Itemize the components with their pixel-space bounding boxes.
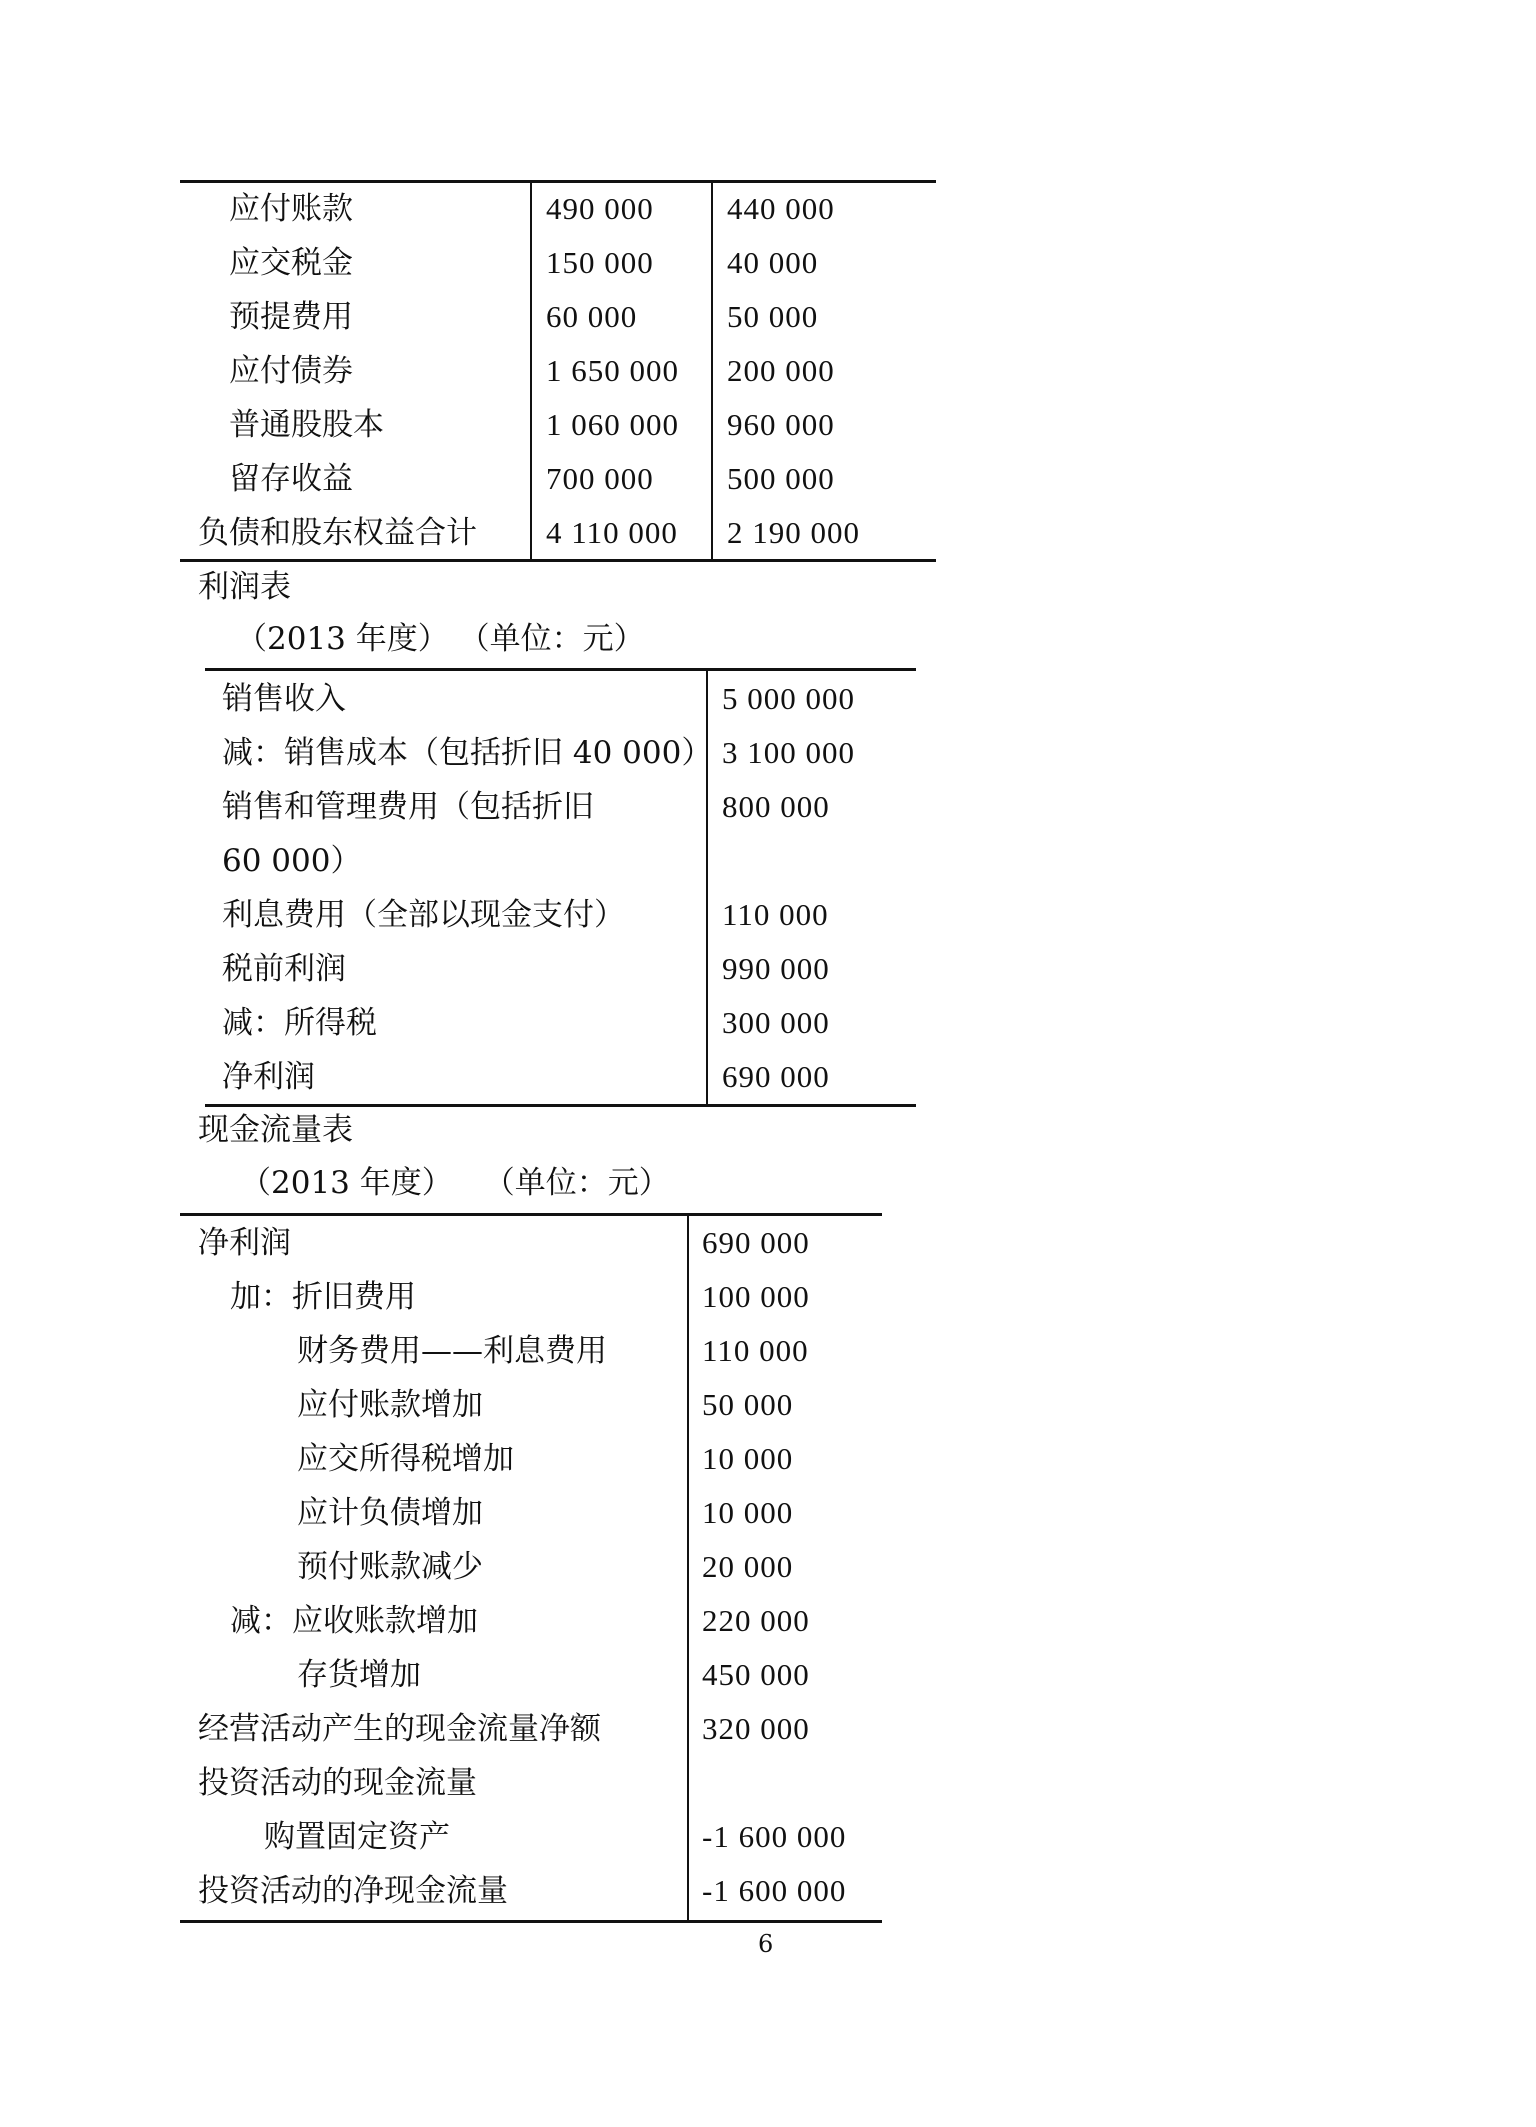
row-value-col1: 60 000 <box>546 299 638 334</box>
row-label: 投资活动的现金流量 <box>198 1765 477 1801</box>
cash-flow-subtitle: （2013 年度） （单位：元） <box>240 1165 670 1201</box>
row-label: 留存收益 <box>229 461 353 497</box>
row-value-col2: 500 000 <box>727 461 835 496</box>
row-label: 财务费用——利息费用 <box>297 1333 607 1369</box>
cash-flow-title: 现金流量表 <box>198 1112 353 1148</box>
row-value: 3 100 000 <box>722 735 855 770</box>
row-value: 690 000 <box>702 1225 810 1260</box>
row-value-col2: 50 000 <box>727 299 819 334</box>
row-label: 利息费用（全部以现金支付） <box>222 897 625 933</box>
row-value: 110 000 <box>702 1333 809 1368</box>
row-value: 5 000 000 <box>722 681 855 716</box>
page-number: 6 <box>758 1930 774 1958</box>
row-value-col2-total: 2 190 000 <box>727 515 860 550</box>
row-value: 20 000 <box>702 1549 794 1584</box>
row-value: 450 000 <box>702 1657 810 1692</box>
row-label: 普通股股本 <box>229 407 384 443</box>
row-value-col2: 200 000 <box>727 353 835 388</box>
row-label: 投资活动的净现金流量 <box>198 1873 508 1909</box>
row-label: 减：所得税 <box>222 1005 377 1041</box>
row-label: 销售收入 <box>222 681 346 717</box>
income-statement-subtitle: （2013 年度） （单位：元） <box>236 621 645 657</box>
row-label: 应付账款 <box>229 191 353 227</box>
row-label: 购置固定资产 <box>264 1819 450 1855</box>
row-value: 990 000 <box>722 951 830 986</box>
row-value: 10 000 <box>702 1495 794 1530</box>
row-label: 减：应收账款增加 <box>230 1603 478 1639</box>
row-label: 净利润 <box>222 1059 315 1095</box>
row-value-col1: 1 060 000 <box>546 407 679 442</box>
column-divider <box>687 1214 689 1921</box>
row-value: -1 600 000 <box>702 1873 847 1908</box>
row-value-col1: 490 000 <box>546 191 654 226</box>
income-statement-title: 利润表 <box>198 569 291 605</box>
row-value: -1 600 000 <box>702 1819 847 1854</box>
row-value: 220 000 <box>702 1603 810 1638</box>
row-label: 预付账款减少 <box>297 1549 483 1585</box>
table-bottom-border <box>180 1920 882 1923</box>
row-value-col2: 440 000 <box>727 191 835 226</box>
row-label: 预提费用 <box>229 299 353 335</box>
column-divider <box>711 181 713 561</box>
row-label: 应付账款增加 <box>297 1387 483 1423</box>
row-value: 100 000 <box>702 1279 810 1314</box>
row-label: 净利润 <box>198 1225 291 1261</box>
row-value-col2: 960 000 <box>727 407 835 442</box>
row-label: 应付债券 <box>229 353 353 389</box>
table-top-border <box>205 668 916 671</box>
row-value: 10 000 <box>702 1441 794 1476</box>
row-label-continued: 60 000） <box>222 843 362 879</box>
row-value-col1: 1 650 000 <box>546 353 679 388</box>
row-label: 减：销售成本（包括折旧 40 000） <box>222 735 713 771</box>
row-value: 800 000 <box>722 789 830 824</box>
column-divider <box>530 181 532 561</box>
row-label-total: 负债和股东权益合计 <box>198 515 477 551</box>
row-label: 应交税金 <box>229 245 353 281</box>
row-value: 50 000 <box>702 1387 794 1422</box>
row-value-col2: 40 000 <box>727 245 819 280</box>
row-label: 应计负债增加 <box>297 1495 483 1531</box>
row-value-col1-total: 4 110 000 <box>546 515 678 550</box>
row-value: 690 000 <box>722 1059 830 1094</box>
row-value-col1: 700 000 <box>546 461 654 496</box>
row-value: 320 000 <box>702 1711 810 1746</box>
row-value-col1: 150 000 <box>546 245 654 280</box>
row-value: 110 000 <box>722 897 829 932</box>
row-label: 销售和管理费用（包括折旧 <box>222 789 594 825</box>
row-label: 经营活动产生的现金流量净额 <box>198 1711 601 1747</box>
row-label: 加：折旧费用 <box>230 1279 416 1315</box>
row-label: 应交所得税增加 <box>297 1441 514 1477</box>
row-value: 300 000 <box>722 1005 830 1040</box>
row-label: 存货增加 <box>297 1657 421 1693</box>
row-label: 税前利润 <box>222 951 346 987</box>
